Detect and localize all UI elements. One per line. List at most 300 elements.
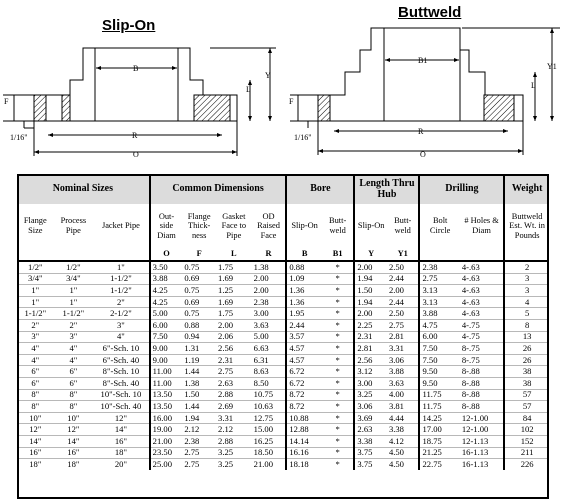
table-cell: 10"-Sch. 10: [93, 389, 150, 401]
table-row: [17, 261, 549, 273]
table-cell: 16": [93, 435, 150, 447]
subheader-10: Butt-weld: [387, 204, 420, 248]
table-row: [17, 412, 549, 424]
subheader-9: Slip-On: [354, 204, 387, 248]
table-cell: 1": [17, 285, 54, 297]
table-cell: 3.13: [419, 285, 459, 297]
code-2: [93, 248, 150, 261]
slipon-label-b: B: [133, 64, 139, 73]
table-cell: 2.69: [216, 401, 252, 413]
table-cell: 2.00: [252, 273, 287, 285]
table-cell: 57: [504, 401, 549, 413]
table-group-header: [17, 174, 549, 204]
table-row: [17, 366, 549, 378]
table-cell: 16-1.13: [461, 458, 489, 469]
table-row: [17, 389, 549, 401]
table-cell: 0.88: [182, 319, 216, 331]
slipon-right-hatch: [194, 95, 230, 121]
group-length-thru-hub: Length Thru Hub: [354, 174, 419, 204]
table-cell: 12": [93, 412, 150, 424]
table-cell: 3.88: [387, 366, 420, 378]
table-cell: 4": [54, 354, 94, 366]
table-cell: 1.44: [182, 401, 216, 413]
group-bore: Bore: [286, 174, 354, 204]
table-cell: 2.88: [216, 435, 252, 447]
table-cell: 6"-Sch. 10: [93, 343, 150, 355]
table-cell: 84: [504, 412, 549, 424]
code-0: [17, 248, 54, 261]
table-cell: 4": [17, 343, 54, 355]
table-cell: 12.88: [286, 424, 322, 436]
table-cell: 10.88: [286, 412, 322, 424]
code-4: F: [182, 248, 216, 261]
table-cell: 2": [17, 319, 54, 331]
table-cell: 1.69: [216, 273, 252, 285]
table-cell: 3.25: [216, 447, 252, 459]
table-cell: 2.56: [216, 343, 252, 355]
table-cell: 12": [17, 424, 54, 436]
table-cell: 3.69: [354, 412, 387, 424]
table-cell: 14.14: [286, 435, 322, 447]
table-cell: 211: [504, 447, 549, 459]
table-cell: 22.75: [419, 459, 459, 470]
table-cell: 3.38: [354, 435, 387, 447]
table-cell: 21.25: [419, 447, 459, 459]
slipon-title: Slip-On: [102, 17, 156, 34]
table-cell: 2-1/2": [93, 308, 150, 320]
table-cell: *: [322, 296, 355, 308]
table-cell: 4.00: [387, 389, 420, 401]
table-cell: 1/2": [17, 261, 54, 273]
table-row: [17, 435, 549, 447]
table-cell: 1.95: [286, 308, 322, 320]
table-cell: *: [322, 308, 355, 320]
table-cell: 1.38: [252, 261, 287, 273]
table-cell: 8-.88: [460, 366, 504, 378]
code-13: [504, 248, 549, 261]
table-cell: 2.88: [216, 389, 252, 401]
table-cell: 4.57: [286, 343, 322, 355]
table-cell: 4-.63: [460, 296, 504, 308]
subheader-0: Flange Size: [17, 204, 54, 248]
table-cell: 1.38: [182, 377, 216, 389]
table-cell: 13: [504, 331, 549, 343]
table-cell: 2.75: [387, 319, 420, 331]
table-cell: 3.00: [252, 308, 287, 320]
table-cell: 6": [17, 366, 54, 378]
table-cell: *: [322, 401, 355, 413]
table-cell: 4-.63: [460, 308, 504, 320]
table-cell: 3.75: [354, 447, 387, 459]
table-cell: 2.00: [216, 319, 252, 331]
table-cell: 8"-Sch. 40: [93, 377, 150, 389]
table-cell: *: [322, 331, 355, 343]
table-cell: 8: [504, 319, 549, 331]
table-cell: 8"-Sch. 10: [93, 366, 150, 378]
table-cell: 4-.63: [460, 285, 504, 297]
table-cell: 3.57: [286, 331, 322, 343]
buttweld-label-y1: Y1: [547, 62, 557, 71]
table-cell: 14": [93, 424, 150, 436]
table-cell: 8.72: [286, 401, 322, 413]
table-cell: 26: [504, 343, 549, 355]
table-row: [17, 273, 549, 285]
table-cell: *: [322, 261, 355, 273]
table-row: [17, 401, 549, 413]
table-cell: 38: [504, 366, 549, 378]
table-cell: 4-.63: [460, 273, 504, 285]
subheader-13: Buttweld Est. Wt. in Pounds: [504, 204, 549, 248]
table-row: [17, 447, 549, 459]
table-cell: 20": [114, 458, 127, 469]
group-nominal-sizes: Nominal Sizes: [17, 174, 150, 204]
table-cell: 23.50: [150, 447, 183, 459]
table-cell: *: [322, 424, 355, 436]
table-cell: 57: [504, 389, 549, 401]
buttweld-label-f: F: [289, 97, 294, 106]
table-cell: 1": [54, 296, 94, 308]
table-row: [17, 459, 549, 470]
code-3: O: [150, 248, 183, 261]
table-cell: 3.63: [252, 319, 287, 331]
table-cell: *: [322, 366, 355, 378]
table-cell: *: [322, 435, 355, 447]
table-cell: 9.00: [150, 343, 183, 355]
table-cell: 3.75: [354, 459, 387, 470]
table-cell: 1.50: [182, 389, 216, 401]
table-cell: 2.50: [387, 261, 420, 273]
table-cell: 8-.75: [460, 343, 504, 355]
buttweld-label-l: L: [531, 81, 536, 90]
table-cell: 1.94: [354, 296, 387, 308]
table-cell: 4.57: [286, 354, 322, 366]
table-cell: 5: [504, 308, 549, 320]
table-cell: 10": [17, 412, 54, 424]
table-cell: 18": [93, 447, 150, 459]
table-cell: 4.50: [387, 447, 420, 459]
table-cell: 8.72: [286, 389, 322, 401]
table-cell: 5.00: [252, 331, 287, 343]
table-cell: 11.00: [150, 366, 183, 378]
slipon-left-hatch-2: [62, 95, 70, 121]
table-cell: 16.25: [252, 435, 287, 447]
table-subheader-row: [17, 204, 549, 248]
table-cell: 6.63: [252, 343, 287, 355]
table-cell: 4.25: [150, 285, 183, 297]
table-cell: 2.75: [184, 458, 200, 469]
subheader-7: Slip-On: [286, 204, 322, 248]
table-cell: 8-.75: [460, 354, 504, 366]
table-cell: 2.00: [252, 285, 287, 297]
table-cell: 6": [54, 377, 94, 389]
table-row: [17, 424, 549, 436]
table-cell: 2.06: [216, 331, 252, 343]
table-cell: 6": [17, 377, 54, 389]
table-row: [17, 377, 549, 389]
table-cell: 26: [504, 354, 549, 366]
table-cell: 21.00: [150, 435, 183, 447]
table-cell: 2.75: [182, 447, 216, 459]
buttweld-label-r: R: [418, 127, 424, 136]
table-cell: 1.09: [286, 273, 322, 285]
table-cell: 2: [504, 261, 549, 273]
buttweld-left-hatch: [318, 95, 330, 121]
table-cell: 2.00: [354, 261, 387, 273]
table-cell: 7.50: [150, 331, 183, 343]
table-cell: 3/4": [17, 273, 54, 285]
table-cell: 2.81: [387, 331, 420, 343]
table-cell: 16": [54, 447, 94, 459]
subheader-2: Jacket Pipe: [93, 204, 150, 248]
buttweld-label-gap: 1/16": [294, 133, 312, 142]
table-cell: 1-1/2": [93, 273, 150, 285]
table-cell: 1.75: [216, 261, 252, 273]
table-cell: 1.25: [216, 285, 252, 297]
buttweld-right-hatch: [484, 95, 514, 121]
table-cell: 102: [504, 424, 549, 436]
table-cell: 0.75: [182, 261, 216, 273]
table-cell: 1.19: [182, 354, 216, 366]
table-cell: 8.50: [252, 377, 287, 389]
table-cell: 9.50: [419, 366, 459, 378]
table-cell: 8-.88: [460, 401, 504, 413]
table-cell: 4": [54, 343, 94, 355]
table-cell: 9.00: [150, 354, 183, 366]
table-cell: 2.75: [216, 366, 252, 378]
table-cell: 6.00: [150, 319, 183, 331]
table-cell: 14": [17, 435, 54, 447]
table-cell: 4.25: [150, 296, 183, 308]
table-cell: 2.31: [216, 354, 252, 366]
table-cell: 0.88: [286, 261, 322, 273]
table-cell: 17.00: [419, 424, 459, 436]
table-row: [17, 343, 549, 355]
table-cell: 1.75: [216, 308, 252, 320]
code-6: R: [252, 248, 287, 261]
table-cell: 3: [504, 273, 549, 285]
code-9: Y: [354, 248, 387, 261]
slipon-label-f: F: [4, 97, 9, 106]
subheader-6: OD Raised Face: [252, 204, 287, 248]
table-cell: 2.38: [182, 435, 216, 447]
subheader-12: # Holes & Diam: [460, 204, 504, 248]
table-cell: 2.44: [387, 273, 420, 285]
table-body: [17, 261, 549, 470]
table-cell: 10.75: [252, 389, 287, 401]
slipon-left-hatch: [34, 95, 46, 121]
table-cell: 3.00: [354, 377, 387, 389]
table-cell: *: [322, 285, 355, 297]
table-cell: 10": [54, 412, 94, 424]
table-cell: *: [322, 354, 355, 366]
table-cell: 4-.63: [460, 261, 504, 273]
table-cell: 7.50: [419, 343, 459, 355]
slipon-label-r: R: [132, 131, 138, 140]
table-cell: 4": [93, 331, 150, 343]
table-row: [17, 354, 549, 366]
table-cell: 6.31: [252, 354, 287, 366]
table-cell: 2.44: [286, 319, 322, 331]
table-cell: 2": [54, 319, 94, 331]
slipon-label-l: L: [246, 85, 251, 94]
table-cell: 1": [54, 285, 94, 297]
table-cell: 18.18: [286, 459, 322, 470]
table-cell: *: [322, 412, 355, 424]
table-cell: 18": [29, 458, 42, 469]
table-cell: 2.38: [419, 261, 459, 273]
table-cell: 3.88: [150, 273, 183, 285]
subheader-11: Bolt Circle: [419, 204, 459, 248]
table-cell: 3.12: [354, 366, 387, 378]
table-cell: *: [322, 273, 355, 285]
table-cell: 0.94: [182, 331, 216, 343]
table-cell: 8": [17, 389, 54, 401]
flange-drawings: [0, 0, 563, 168]
table-cell: 3.25: [218, 458, 234, 469]
table-cell: 38: [504, 377, 549, 389]
table-cell: 8.63: [252, 366, 287, 378]
table-cell: 15.00: [252, 424, 287, 436]
table-cell: 3.31: [387, 343, 420, 355]
table-cell: 3.31: [216, 412, 252, 424]
buttweld-label-o: O: [420, 150, 426, 159]
table-cell: 11.75: [419, 389, 459, 401]
buttweld-label-b1: B1: [418, 56, 428, 65]
table-cell: 4.75: [419, 319, 459, 331]
table-cell: 12.75: [252, 412, 287, 424]
table-cell: 1.36: [286, 296, 322, 308]
table-cell: 1-1/2": [17, 308, 54, 320]
table-cell: 13.50: [150, 401, 183, 413]
code-11: [419, 248, 459, 261]
table-cell: 3.06: [387, 354, 420, 366]
table-cell: 2.25: [354, 319, 387, 331]
table-cell: 11.00: [150, 377, 183, 389]
table-cell: 7.50: [419, 354, 459, 366]
slipon-label-gap: 1/16": [10, 133, 28, 142]
table-cell: 2.63: [216, 377, 252, 389]
table-row: [17, 319, 549, 331]
table-cell: 3.13: [419, 296, 459, 308]
table-cell: 2.12: [182, 424, 216, 436]
group-drilling: Drilling: [419, 174, 504, 204]
table-cell: 0.75: [182, 285, 216, 297]
table-row: [17, 285, 549, 297]
table-cell: 4.12: [387, 435, 420, 447]
table-cell: 2": [93, 296, 150, 308]
table-cell: 11.75: [419, 401, 459, 413]
table-row: [17, 331, 549, 343]
table-cell: 6.72: [286, 377, 322, 389]
table-row: [17, 308, 549, 320]
table-cell: 16.16: [286, 447, 322, 459]
table-cell: 2.56: [354, 354, 387, 366]
subheader-1: Process Pipe: [54, 204, 94, 248]
table-cell: 2.00: [354, 308, 387, 320]
slipon-label-o: O: [133, 150, 139, 159]
table-cell: 18": [67, 458, 80, 469]
table-cell: 16.00: [150, 412, 183, 424]
table-cell: 16": [17, 447, 54, 459]
subheader-5: Gasket Face to Pipe: [216, 204, 252, 248]
table-cell: *: [322, 343, 355, 355]
table-cell: 6": [54, 366, 94, 378]
table-cell: *: [322, 377, 355, 389]
table-cell: 3": [54, 331, 94, 343]
table-cell: 14.25: [419, 412, 459, 424]
code-10: Y1: [387, 248, 420, 261]
table-cell: 1": [17, 296, 54, 308]
table-cell: 4: [504, 296, 549, 308]
table-cell: 18.75: [419, 435, 459, 447]
table-cell: 3": [17, 331, 54, 343]
table-cell: 2.12: [216, 424, 252, 436]
table-cell: 2.50: [387, 308, 420, 320]
buttweld-drawing: [289, 28, 560, 159]
table-cell: 2.44: [387, 296, 420, 308]
slipon-label-y: Y: [265, 71, 271, 80]
table-cell: 1.50: [354, 285, 387, 297]
table-cell: 1.31: [182, 343, 216, 355]
table-cell: 3.88: [419, 308, 459, 320]
table-cell: 25.00: [150, 459, 183, 470]
buttweld-title: Buttweld: [398, 4, 462, 21]
table-code-row: [17, 248, 549, 261]
table-cell: 1.36: [286, 285, 322, 297]
table-cell: 4-.75: [460, 331, 504, 343]
table-cell: 3.81: [387, 401, 420, 413]
table-cell: 1.44: [182, 366, 216, 378]
code-7: B: [286, 248, 322, 261]
table-cell: 1-1/2": [93, 285, 150, 297]
table-cell: 8": [54, 401, 94, 413]
code-5: L: [216, 248, 252, 261]
table-cell: 12-1.00: [460, 412, 504, 424]
table-cell: 1": [93, 261, 150, 273]
table-cell: 12-1.13: [460, 435, 504, 447]
table-cell: 152: [504, 435, 549, 447]
table-cell: 1.94: [354, 273, 387, 285]
table-cell: 21.00: [253, 458, 273, 469]
code-8: B1: [322, 248, 355, 261]
table-cell: 3.06: [354, 401, 387, 413]
table-cell: *: [322, 319, 355, 331]
flange-spec-table: [17, 174, 549, 470]
table-cell: *: [335, 458, 340, 469]
table-cell: 3.63: [387, 377, 420, 389]
table-cell: 10"-Sch. 40: [93, 401, 150, 413]
code-1: [54, 248, 94, 261]
table-cell: 2.31: [354, 331, 387, 343]
table-row: [17, 296, 549, 308]
table-cell: 4": [17, 354, 54, 366]
table-cell: 2.63: [354, 424, 387, 436]
table-cell: 0.69: [182, 296, 216, 308]
table-cell: 6"-Sch. 40: [93, 354, 150, 366]
table-cell: 0.69: [182, 273, 216, 285]
table-cell: *: [322, 389, 355, 401]
table-cell: 10.63: [252, 401, 287, 413]
table-cell: 8": [17, 401, 54, 413]
table-cell: 0.75: [182, 308, 216, 320]
table-cell: 6.00: [419, 331, 459, 343]
code-12: [460, 248, 504, 261]
table-cell: 2.00: [387, 285, 420, 297]
table-cell: 3.25: [354, 389, 387, 401]
table-cell: 1.94: [182, 412, 216, 424]
subheader-3: Out-side Diam: [150, 204, 183, 248]
table-cell: 8": [54, 389, 94, 401]
